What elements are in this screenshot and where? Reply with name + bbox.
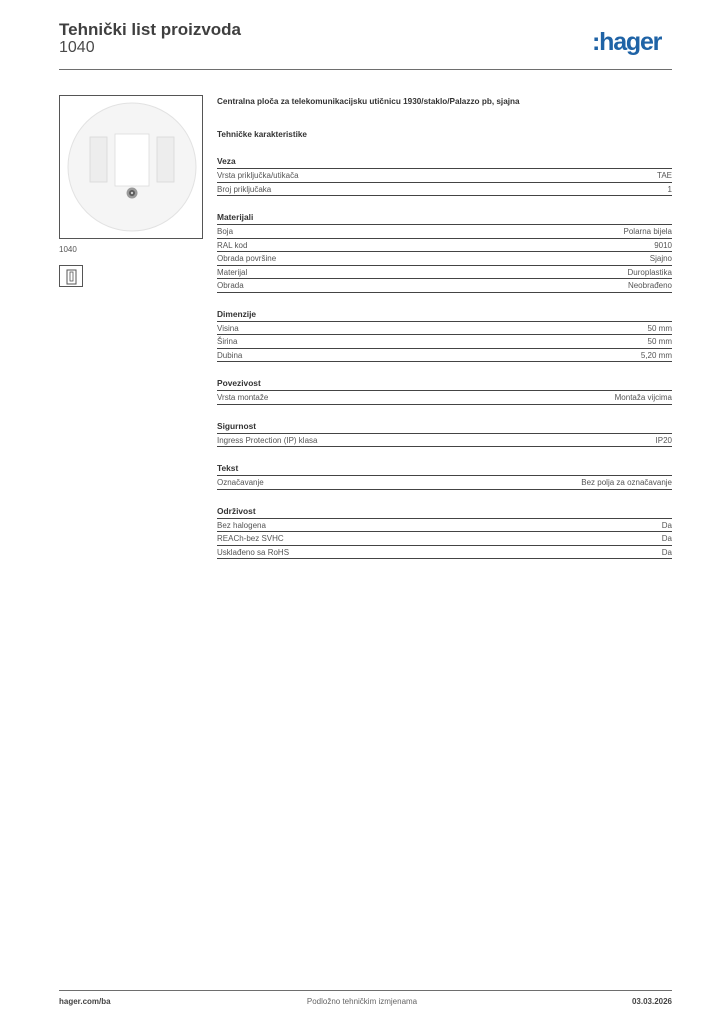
spec-row xyxy=(217,225,672,239)
spec-section xyxy=(217,421,672,448)
spec-value: 5,20 mm xyxy=(640,350,672,360)
footer-date: 03.03.2026 xyxy=(631,997,672,1006)
spec-section xyxy=(217,156,672,196)
spec-row xyxy=(217,349,672,363)
image-caption: 1040 xyxy=(59,245,77,254)
page-title: Tehnički list proizvoda xyxy=(59,20,241,39)
logo-text: :hager xyxy=(592,28,662,56)
hager-logo-mark xyxy=(592,27,674,59)
section-title: Povezivost xyxy=(217,378,672,391)
spec-value: Duroplastika xyxy=(627,267,672,277)
spec-row xyxy=(217,322,672,336)
spec-value: 50 mm xyxy=(647,337,672,346)
spec-row xyxy=(217,532,672,546)
spec-value: Sjajno xyxy=(649,254,672,263)
spec-content xyxy=(217,97,672,559)
spec-value: TAE xyxy=(657,171,672,180)
spec-value: Da xyxy=(661,534,672,543)
product-image xyxy=(59,95,203,239)
spec-label: Ingress Protection (IP) klasa xyxy=(217,435,318,445)
spec-value: Neobrađeno xyxy=(627,281,672,290)
spec-section xyxy=(217,506,672,560)
spec-value: Bez polja za označavanje xyxy=(581,478,672,487)
section-title: Tekst xyxy=(217,463,672,476)
section-title: Materijali xyxy=(217,212,672,225)
spec-label: Obrada površine xyxy=(217,254,277,263)
spec-heading: Tehničke karakteristike xyxy=(217,130,307,139)
spec-section xyxy=(217,212,672,293)
spec-label: Vrsta montaže xyxy=(217,393,269,402)
spec-label: Broj priključaka xyxy=(217,184,272,194)
spec-row xyxy=(217,335,672,349)
spec-sections xyxy=(217,156,672,559)
spec-label: Bez halogena xyxy=(217,520,266,530)
section-title: Sigurnost xyxy=(217,421,672,434)
footer-divider xyxy=(59,990,672,991)
spec-row xyxy=(217,519,672,533)
spec-label: REACh-bez SVHC xyxy=(217,534,284,543)
spec-row xyxy=(217,546,672,560)
spec-section xyxy=(217,463,672,490)
spec-value: IP20 xyxy=(655,435,672,445)
thumbnail-selector[interactable] xyxy=(59,265,83,287)
section-title: Održivost xyxy=(217,506,672,519)
spec-value: Da xyxy=(661,547,672,557)
spec-row xyxy=(217,252,672,266)
spec-label: RAL kod xyxy=(217,240,248,250)
spec-label: Boja xyxy=(217,227,234,236)
spec-label: Širina xyxy=(217,337,238,346)
spec-value: 50 mm xyxy=(647,323,672,333)
spec-row xyxy=(217,169,672,183)
spec-section xyxy=(217,309,672,363)
spec-row xyxy=(217,279,672,293)
spec-label: Dubina xyxy=(217,350,243,360)
spec-row xyxy=(217,434,672,448)
header-divider xyxy=(59,69,672,70)
spec-row xyxy=(217,476,672,490)
footer-website[interactable]: hager.com/ba xyxy=(59,997,111,1006)
product-code: 1040 xyxy=(59,39,95,56)
spec-row xyxy=(217,391,672,405)
section-title: Dimenzije xyxy=(217,309,672,322)
spec-value: Polarna bijela xyxy=(623,227,672,236)
spec-label: Obrada xyxy=(217,281,244,290)
spec-section xyxy=(217,378,672,405)
spec-label: Materijal xyxy=(217,267,248,277)
spec-value: 1 xyxy=(667,184,672,194)
spec-value: Da xyxy=(661,520,672,530)
footer-note: Podložno tehničkim izmjenama xyxy=(306,997,418,1006)
spec-row xyxy=(217,239,672,253)
spec-value: 9010 xyxy=(654,240,672,250)
spec-label: Usklađeno sa RoHS xyxy=(217,547,290,557)
hager-logo xyxy=(592,27,674,59)
thumbnail-icon xyxy=(60,266,84,288)
spec-label: Vrsta priključka/utikača xyxy=(217,171,299,180)
spec-row xyxy=(217,266,672,280)
spec-label: Visina xyxy=(217,323,239,333)
product-description: Centralna ploča za telekomunikacijsku utičnicu 1930/staklo/Palazzo pb, sjajna xyxy=(217,97,520,106)
spec-row xyxy=(217,183,672,197)
section-title: Veza xyxy=(217,156,672,169)
spec-label: Označavanje xyxy=(217,478,264,487)
spec-value: Montaža vijcima xyxy=(614,393,672,402)
